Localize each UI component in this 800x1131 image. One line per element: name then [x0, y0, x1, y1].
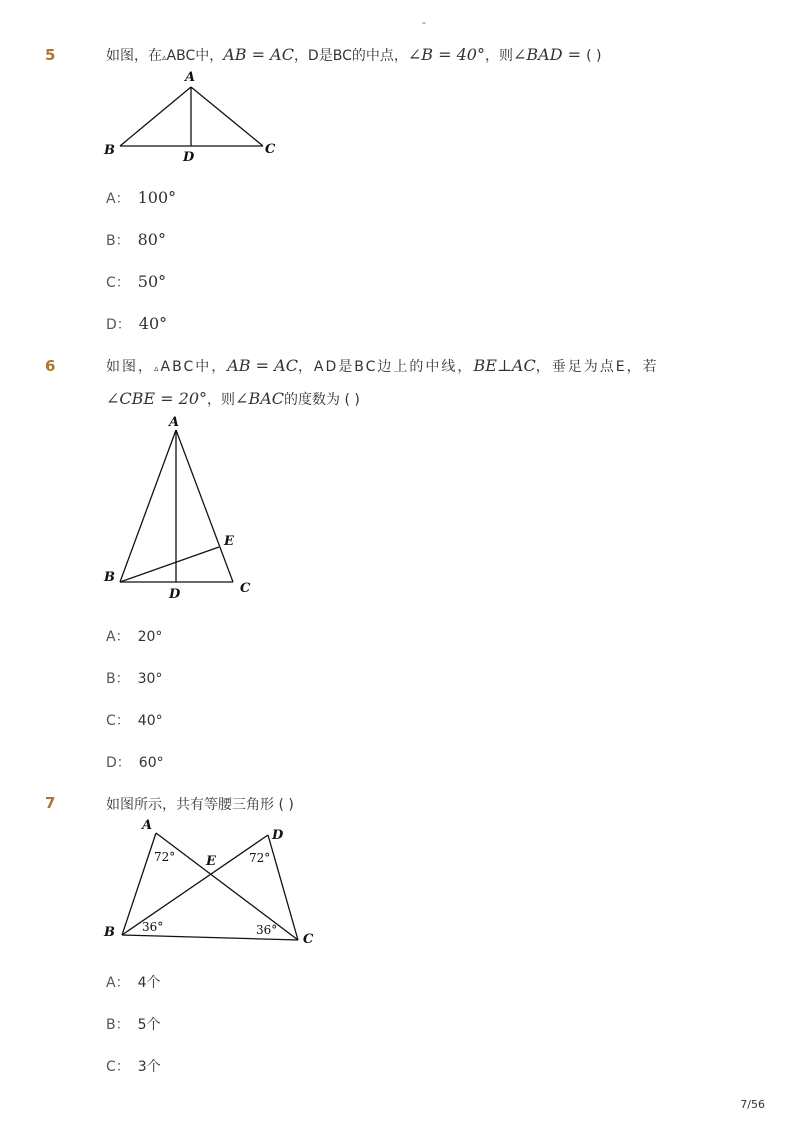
- option-b[interactable]: [106, 1014, 161, 1034]
- math-expression: AB = AC: [223, 45, 294, 64]
- option-value: 3个: [137, 1059, 161, 1075]
- figure-isosceles-with-altitude: [100, 410, 270, 605]
- figure-triangle-abc: [100, 66, 290, 166]
- stem-text: ，则: [484, 48, 513, 64]
- option-label: A：: [106, 629, 130, 645]
- option-c[interactable]: [106, 1056, 161, 1076]
- option-b[interactable]: [106, 230, 166, 250]
- option-d[interactable]: [106, 752, 164, 772]
- option-d[interactable]: [106, 314, 167, 334]
- stem-text: 如图所示，共有等腰三角形 ( ): [106, 797, 294, 813]
- question-number: 6: [45, 357, 56, 375]
- option-value: 40°: [138, 314, 168, 333]
- math-expression: ∠B = 40°: [407, 45, 485, 64]
- option-b[interactable]: [106, 668, 162, 688]
- option-value: 100°: [137, 188, 177, 207]
- math-expression: BE⊥AC: [473, 356, 536, 375]
- angle-label-b: 36°: [142, 920, 164, 934]
- option-value: 4个: [137, 975, 161, 991]
- stem-text: 的度数为 ( ): [284, 392, 360, 408]
- option-label: B：: [106, 233, 130, 249]
- option-c[interactable]: [106, 710, 163, 730]
- point-label-c: C: [265, 142, 276, 157]
- point-label-d: D: [169, 587, 181, 602]
- option-value: 5个: [137, 1017, 161, 1033]
- angle-label-c: 36°: [256, 923, 278, 937]
- angle-label-d: 72°: [249, 851, 271, 865]
- question-number: 5: [45, 46, 56, 64]
- option-a[interactable]: [106, 972, 161, 992]
- point-label-b: B: [104, 143, 115, 158]
- option-value: 20°: [137, 629, 163, 645]
- option-value: 40°: [137, 713, 163, 729]
- angle-label-a: 72°: [154, 850, 176, 864]
- stem-text: ，AD是BC边上的中线，: [297, 359, 474, 375]
- question-stem-line-2: [106, 389, 360, 409]
- question-number: 7: [45, 794, 56, 812]
- point-label-a: A: [185, 70, 196, 85]
- segment-be: [120, 547, 219, 582]
- option-a[interactable]: [106, 188, 176, 208]
- option-label: C：: [106, 1059, 130, 1075]
- option-c[interactable]: [106, 272, 166, 292]
- option-label: D：: [106, 755, 131, 771]
- stem-text: ，D是BC的中点，: [293, 48, 408, 64]
- stem-text: ，则: [207, 392, 236, 408]
- math-expression: ∠CBE = 20°: [106, 389, 208, 408]
- point-label-a: A: [142, 818, 153, 833]
- page-number: 7/56: [740, 1098, 765, 1111]
- figure-crossed-triangles: [100, 815, 325, 950]
- option-value: 50°: [137, 272, 167, 291]
- option-value: 60°: [138, 755, 164, 771]
- point-label-a: A: [169, 415, 180, 430]
- triangle-symbol: ▵: [162, 53, 167, 63]
- point-label-c: C: [303, 932, 314, 947]
- math-expression: AB = AC: [227, 356, 298, 375]
- option-value: 30°: [137, 671, 163, 687]
- option-label: C：: [106, 713, 130, 729]
- option-a[interactable]: [106, 626, 162, 646]
- option-label: B：: [106, 1017, 130, 1033]
- question-stem: [106, 794, 294, 814]
- option-label: C：: [106, 275, 130, 291]
- point-label-e: E: [206, 854, 216, 869]
- question-stem-line-1: [106, 356, 659, 376]
- segment-ab: [120, 430, 176, 582]
- option-value: 80°: [137, 230, 166, 249]
- stem-text: 如图，在: [106, 48, 162, 64]
- point-label-d: D: [183, 150, 195, 165]
- stem-text: ABC中，: [160, 359, 228, 375]
- segment-ac: [191, 87, 263, 146]
- point-label-d: D: [272, 828, 284, 843]
- point-label-b: B: [104, 570, 115, 585]
- header-mark: -: [422, 16, 426, 29]
- stem-text: ，垂足为点E，若: [535, 359, 659, 375]
- stem-text: 如图，: [106, 359, 154, 375]
- stem-text: ( ): [586, 48, 602, 64]
- stem-text: ABC中，: [166, 48, 224, 64]
- point-label-c: C: [240, 581, 251, 596]
- segment-ab: [120, 87, 191, 146]
- point-label-e: E: [224, 534, 234, 549]
- option-label: B：: [106, 671, 130, 687]
- option-label: A：: [106, 191, 130, 207]
- option-label: A：: [106, 975, 130, 991]
- math-expression: ∠BAC: [235, 389, 284, 408]
- triangle-symbol: ▵: [154, 364, 161, 374]
- math-expression: ∠BAD =: [512, 45, 587, 64]
- question-stem: [106, 45, 601, 65]
- point-label-b: B: [104, 925, 115, 940]
- option-label: D：: [106, 317, 131, 333]
